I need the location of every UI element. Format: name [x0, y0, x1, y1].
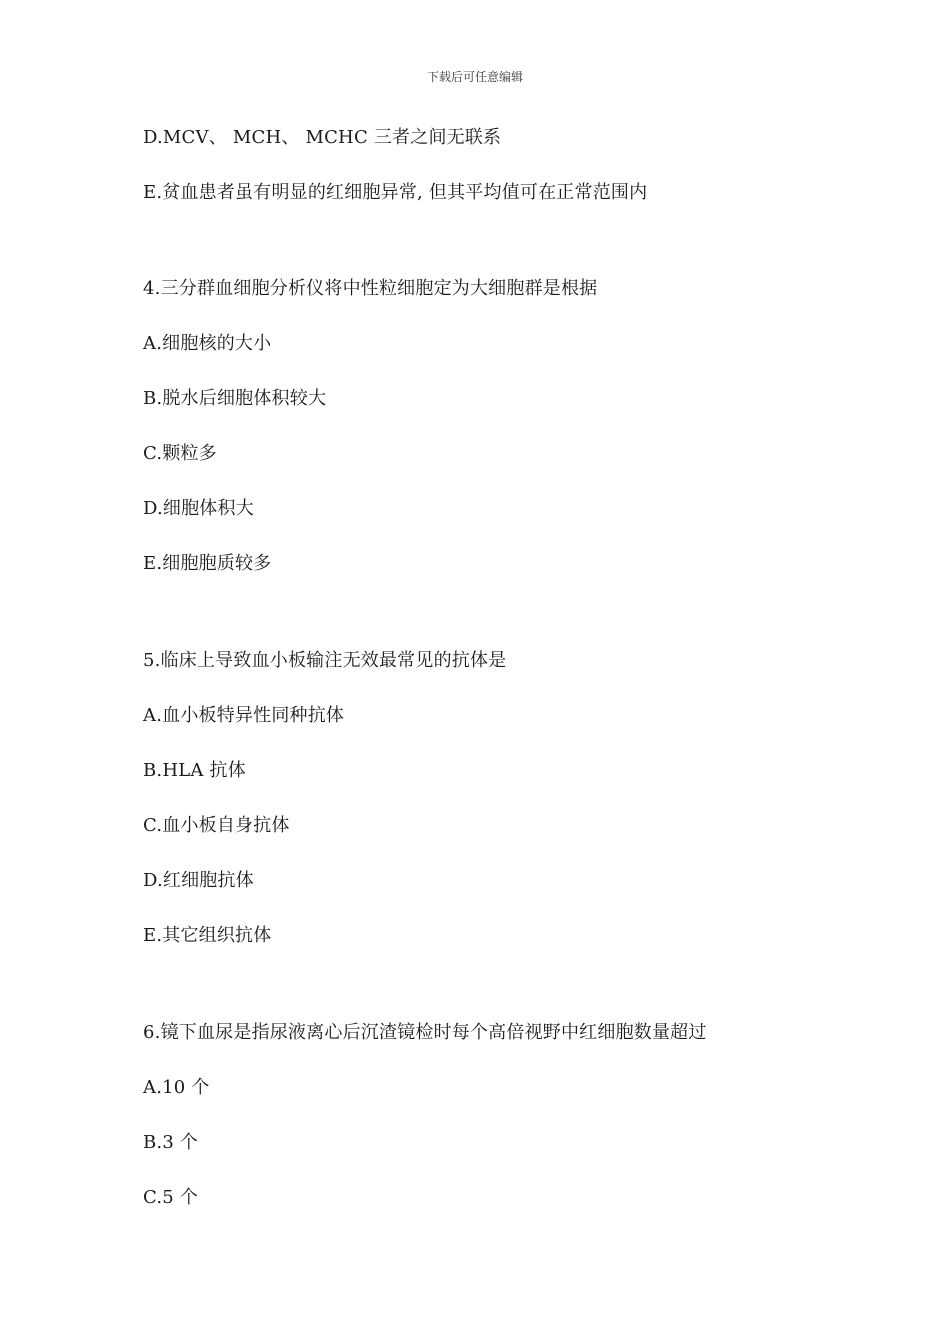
q5-option-e: E.其它组织抗体 [143, 925, 272, 946]
q4-option-c: C.颗粒多 [143, 443, 217, 464]
q4-option-e: E.细胞胞质较多 [143, 553, 272, 574]
q5-option-b: B.HLA 抗体 [143, 760, 246, 781]
q4-option-a: A.细胞核的大小 [143, 333, 272, 354]
q4-option-b: B.脱水后细胞体积较大 [143, 388, 327, 409]
q5-option-c: C.血小板自身抗体 [143, 815, 290, 836]
q6-option-b: B.3 个 [143, 1132, 199, 1153]
q6-option-c: C.5 个 [143, 1187, 199, 1208]
q5-option-a: A.血小板特异性同种抗体 [143, 705, 345, 726]
q4-stem: 4.三分群血细胞分析仪将中性粒细胞定为大细胞群是根据 [143, 278, 598, 299]
q3-option-e: E.贫血患者虽有明显的红细胞异常, 但其平均值可在正常范围内 [143, 182, 648, 203]
q6-option-a: A.10 个 [143, 1077, 210, 1098]
q5-option-d: D.红细胞抗体 [143, 870, 254, 891]
page-header: 下载后可任意编辑 [426, 70, 523, 84]
q5-stem: 5.临床上导致血小板输注无效最常见的抗体是 [143, 650, 507, 671]
q4-option-d: D.细胞体积大 [143, 498, 254, 519]
q3-option-d: D.MCV、 MCH、 MCHC 三者之间无联系 [143, 127, 502, 148]
q6-stem: 6.镜下血尿是指尿液离心后沉渣镜检时每个高倍视野中红细胞数量超过 [143, 1022, 707, 1043]
